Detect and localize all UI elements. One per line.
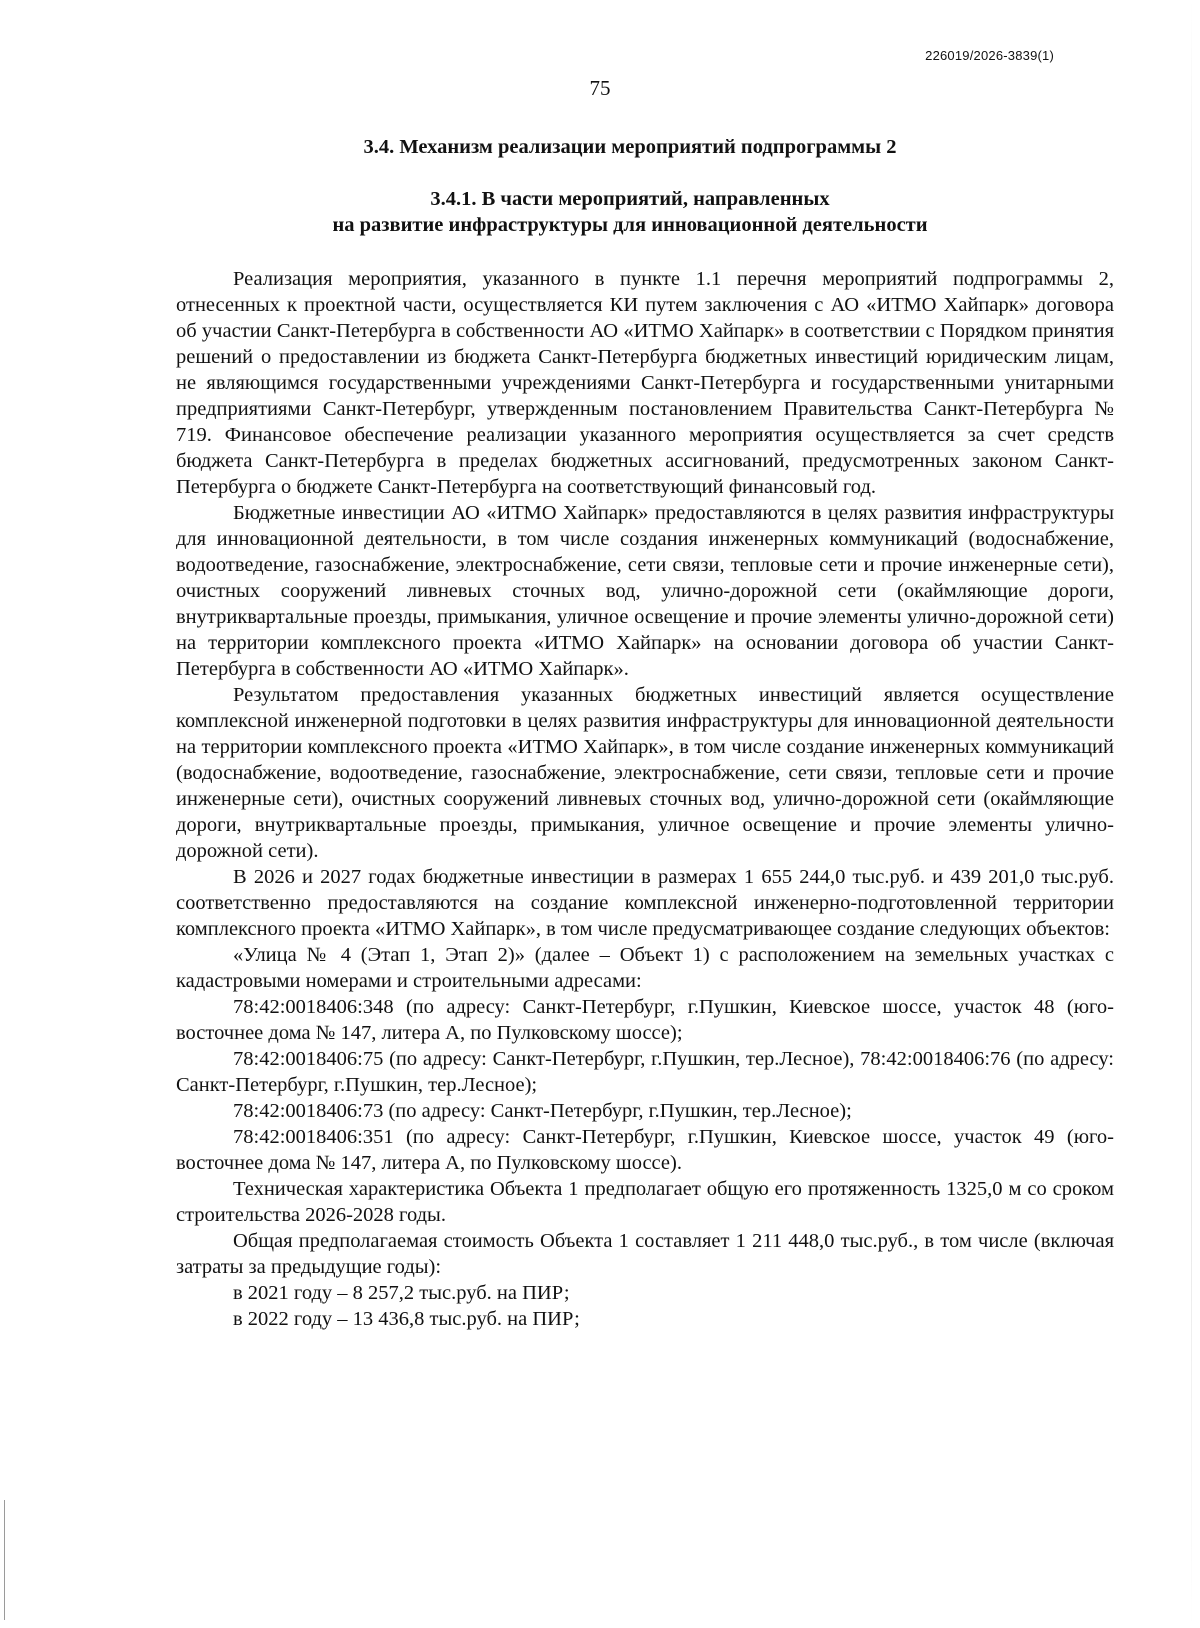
paragraph-parcel-75-76: 78:42:0018406:75 (по адресу: Санкт-Петербург, г.Пушкин, тер.Лесное), 78:42:0018406:76 (по адресу: Санкт-Петербург, г.Пушкин, тер.Лесное); — [176, 1048, 1114, 1096]
section-heading: 3.4. Механизм реализации мероприятий подпрограммы 2 — [363, 136, 897, 158]
paragraph-cost-2022: в 2022 году – 13 436,8 тыс.руб. на ПИР; — [233, 1308, 580, 1330]
scan-edge-right — [1191, 0, 1192, 1628]
paragraph-cost-2021: в 2021 году – 8 257,2 тыс.руб. на ПИР; — [233, 1282, 570, 1304]
subsection-heading-line-1: 3.4.1. В части мероприятий, направленных — [430, 188, 830, 210]
paragraph-investments-result: Результатом предоставления указанных бюджетных инвестиций является осуществление комплексной инженерной подготовки в целях развития инфраструктуры для инновационной деятельности на территории комплексного проекта «ИТМО Хайпарк», в том числе создание инженерных коммуникаций (водоснабжение, водоотведение, газоснабжение, электроснабжение, сети связи, тепловые сети и прочие инженерные сети), очистных сооружений ливневых сточных вод, улично-дорожной сети (окаймляющие дороги, внутриквартальные проезды, примыкания, уличное освещение и прочие элементы улично-дорожной сети). — [176, 684, 1114, 862]
paragraph-investments-purpose: Бюджетные инвестиции АО «ИТМО Хайпарк» предоставляются в целях развития инфраструктуры для инновационной деятельности, в том числе создания инженерных коммуникаций (водоснабжение, водоотведение, газоснабжение, электроснабжение, сети связи, тепловые сети и прочие инженерные сети), очистных сооружений ливневых сточных вод, улично-дорожной сети (окаймляющие дороги, внутриквартальные проезды, примыкания, уличное освещение и прочие элементы улично-дорожной сети) на территории комплексного проекта «ИТМО Хайпарк» на основании договора об участии Санкт-Петербурга в собственности АО «ИТМО Хайпарк». — [176, 502, 1114, 680]
paragraph-technical-characteristics: Техническая характеристика Объекта 1 предполагает общую его протяженность 1325,0 м со сроком строительства 2026-2028 годы. — [176, 1178, 1114, 1226]
paragraph-implementation: Реализация мероприятия, указанного в пункте 1.1 перечня мероприятий подпрограммы 2, отнесенных к проектной части, осуществляется КИ путем заключения с АО «ИТМО Хайпарк» договора об участии Санкт-Петербурга в собственности АО «ИТМО Хайпарк» в соответствии с Порядком принятия решений о предоставлении из бюджета Санкт-Петербурга бюджетных инвестиций юридическим лицам, не являющимся государственными учреждениями Санкт-Петербурга и государственными унитарными предприятиями Санкт-Петербург, утвержденным постановлением Правительства Санкт-Петербурга № 719. Финансовое обеспечение реализации указанного мероприятия осуществляется за счет средств бюджета Санкт-Петербурга в пределах бюджетных ассигнований, предусмотренных законом Санкт-Петербурга о бюджете Санкт-Петербурга на соответствующий финансовый год. — [176, 268, 1114, 498]
subsection-heading-line-2: на развитие инфраструктуры для инновационной деятельности — [332, 214, 928, 236]
paragraph-parcel-348: 78:42:0018406:348 (по адресу: Санкт-Петербург, г.Пушкин, Киевское шоссе, участок 48 (юго-восточнее дома № 147, литера А, по Пулковскому шоссе); — [176, 996, 1114, 1044]
paragraph-object-1: «Улица № 4 (Этап 1, Этап 2)» (далее – Объект 1) с расположением на земельных участках с кадастровыми номерами и строительными адресами: — [176, 944, 1114, 992]
paragraph-total-cost: Общая предполагаемая стоимость Объекта 1 составляет 1 211 448,0 тыс.руб., в том числе (включая затраты за предыдущие годы): — [176, 1230, 1114, 1278]
body-text — [176, 266, 1114, 1332]
paragraph-investments-amounts: В 2026 и 2027 годах бюджетные инвестиции в размерах 1 655 244,0 тыс.руб. и 439 201,0 тыс.руб. соответственно предоставляются на создание комплексной инженерно-подготовленной территории комплексного проекта «ИТМО Хайпарк», в том числе предусматривающее создание следующих объектов: — [176, 866, 1114, 940]
paragraph-parcel-73: 78:42:0018406:73 (по адресу: Санкт-Петербург, г.Пушкин, тер.Лесное); — [233, 1100, 852, 1122]
document-id: 226019/2026-3839(1) — [925, 48, 1054, 63]
subsection-heading — [150, 186, 1110, 238]
paragraph-parcel-351: 78:42:0018406:351 (по адресу: Санкт-Петербург, г.Пушкин, Киевское шоссе, участок 49 (юго-восточнее дома № 147, литера А, по Пулковскому шоссе). — [176, 1126, 1114, 1174]
page-number: 75 — [589, 76, 611, 100]
scan-edge-left — [4, 1500, 5, 1620]
